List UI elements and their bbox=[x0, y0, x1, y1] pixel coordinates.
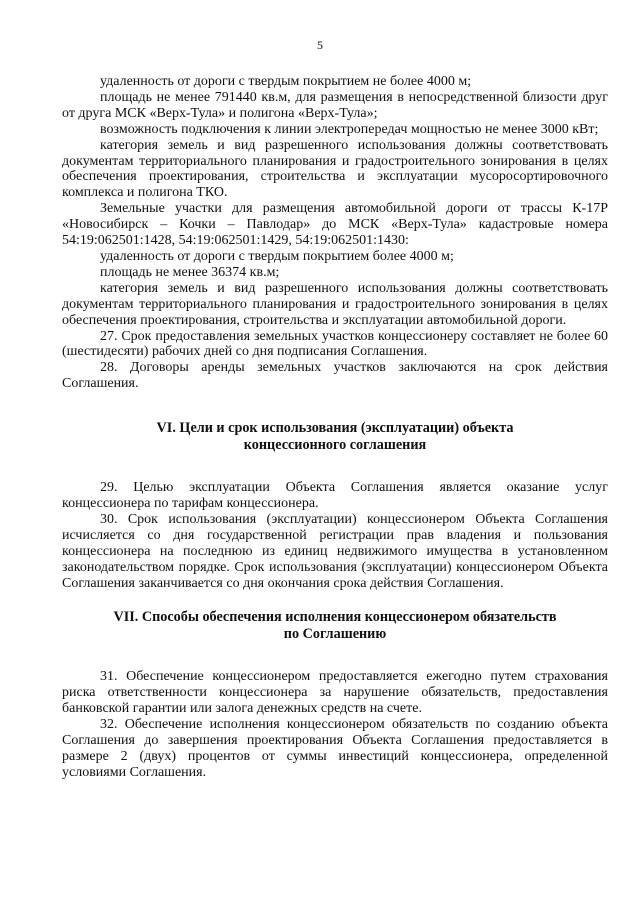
clause-28: 28. Договоры аренды земельных участков заключаются на срок действия Соглашения. bbox=[62, 360, 608, 392]
document-body bbox=[62, 74, 608, 781]
paragraph: категория земель и вид разрешенного использования должны соответствовать документам территориального планирования и градостроительного зонирования в целях обеспечения проектирования, строительства и эксплуатации мусоросортировочного комплекса и полигона ТКО. bbox=[62, 137, 608, 201]
paragraph: Земельные участки для размещения автомобильной дороги от трассы К-17Р «Новосибирск – Кочки – Павлодар» до МСК «Верх-Тула» кадастровые номера 54:19:062501:1428, 54:19:062501:1429, 54:19:062501:1430: bbox=[62, 201, 608, 249]
clause-31: 31. Обеспечение концессионером предоставляется ежегодно путем страхования риска ответственности концессионера за нарушение обязательств, предоставления банковской гарантии или залога денежных средств на счете. bbox=[62, 669, 608, 717]
page-number: 5 bbox=[317, 38, 323, 52]
clause-32: 32. Обеспечение исполнения концессионером обязательств по созданию объекта Соглашения до завершения проектирования Объекта Соглашения предоставляется в размере 2 (двух) процентов от суммы инвестиций концессионера, определенной условиями Соглашения. bbox=[62, 717, 608, 780]
clause-27: 27. Срок предоставления земельных участков концессионеру составляет не более 60 (шестидесяти) рабочих дней со дня подписания Соглашения. bbox=[62, 328, 608, 360]
section-7-heading-line1: VII. Способы обеспечения исполнения концессионером обязательств bbox=[113, 609, 557, 626]
section-7-heading-line2: по Соглашению bbox=[283, 626, 387, 643]
paragraph: площадь не менее 791440 кв.м, для размещения в непосредственной близости друг от друга МСК «Верх-Тула» и полигона «Верх-Тула»; bbox=[62, 89, 608, 121]
section-7-heading bbox=[62, 609, 608, 643]
paragraph: возможность подключения к линии электропередач мощностью не менее 3000 кВт; bbox=[100, 121, 599, 137]
clause-30: 30. Срок использования (эксплуатации) концессионером Объекта Соглашения исчисляется со дня государственной регистрации прав владения и пользования концессионера на последнюю из единиц недвижимого имущества в установленном законодательством порядке. Срок использования (эксплуатации) концессионером Объекта Соглашения заканчивается со дня окончания срока действия Соглашения. bbox=[62, 511, 608, 591]
paragraph: площадь не менее 36374 кв.м; bbox=[100, 264, 280, 280]
section-6-heading-line1: VI. Цели и срок использования (эксплуатации) объекта bbox=[156, 420, 514, 437]
paragraph: категория земель и вид разрешенного использования должны соответствовать документам территориального планирования и градостроительного зонирования в целях обеспечения проектирования, строительства и эксплуатации автомобильной дороги. bbox=[62, 280, 608, 328]
paragraph: удаленность от дороги с твердым покрытием не более 4000 м; bbox=[100, 74, 472, 89]
clause-29: 29. Целью эксплуатации Объекта Соглашения является оказание услуг концессионера по тарифам концессионера. bbox=[62, 480, 608, 512]
section-6-heading bbox=[62, 420, 608, 454]
section-6-heading-line2: концессионного соглашения bbox=[243, 437, 427, 454]
paragraph: удаленность от дороги с твердым покрытием более 4000 м; bbox=[100, 248, 454, 264]
